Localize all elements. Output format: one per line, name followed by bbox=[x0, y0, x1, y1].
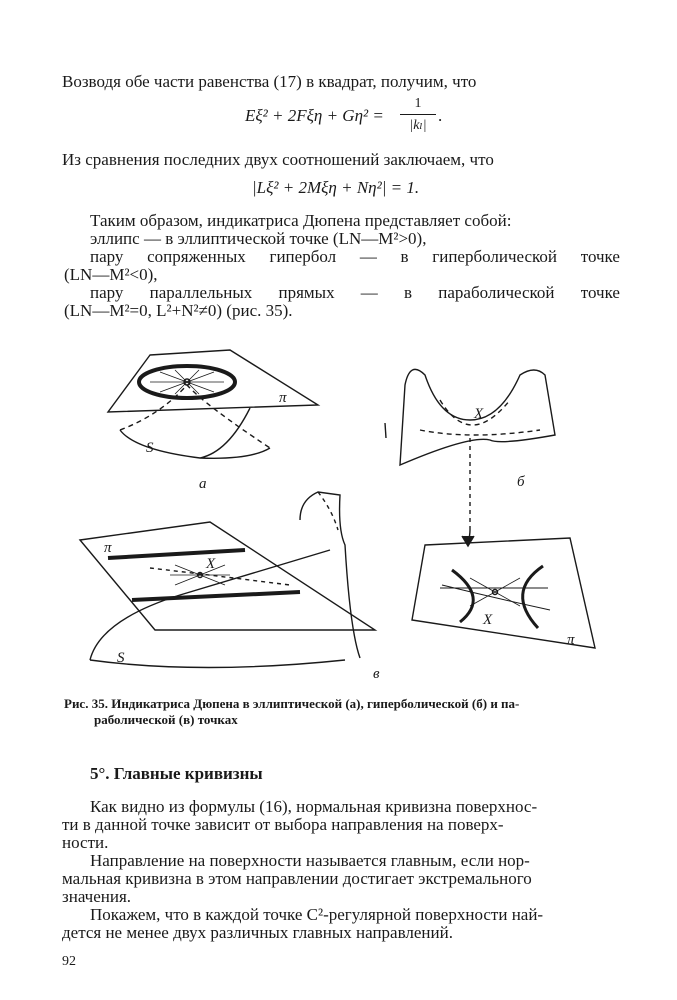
list-item-hyperbola-condition: (LN—M²<0), bbox=[64, 265, 158, 284]
surface-edge-a bbox=[120, 430, 270, 458]
section-heading: 5°. Главные кривизны bbox=[90, 764, 263, 783]
list-item-ellipse: эллипс — в эллиптической точке (LN—M²>0), bbox=[90, 229, 427, 248]
equation-1-period: . bbox=[438, 106, 443, 125]
equation-1-numerator: 1 bbox=[414, 96, 422, 111]
label-pi-b2: π bbox=[567, 632, 575, 648]
equation-2: |Lξ² + 2Mξη + Nη²| = 1. bbox=[252, 178, 420, 197]
word: гиперболической bbox=[432, 247, 558, 266]
paragraph-s1-line3: ности. bbox=[62, 833, 109, 852]
paragraph-s2-line1: Направление на поверхности называется главным, если нор- bbox=[90, 851, 530, 870]
label-s-c: S bbox=[117, 650, 125, 666]
label-pi-c: π bbox=[104, 540, 112, 556]
label-pi-a: π bbox=[279, 390, 287, 406]
list-item-lines-line bbox=[90, 283, 620, 303]
figure-caption-line1: Рис. 35. Индикатриса Дюпена в эллиптической (а), гиперболической (б) и па- bbox=[64, 696, 520, 711]
list-item-lines-condition: (LN—M²=0, L²+N²≠0) (рис. 35). bbox=[64, 301, 293, 320]
label-x-b: X bbox=[474, 406, 484, 422]
word: — bbox=[360, 283, 378, 302]
word: параболической bbox=[438, 283, 555, 302]
hyperbola-left bbox=[452, 570, 473, 622]
hyperbola-right bbox=[523, 566, 543, 628]
paragraph-s2-line2: мальная кривизна в этом направлении достигает экстремального bbox=[62, 869, 532, 888]
word: гипербол bbox=[269, 247, 337, 266]
paragraph-s3-line2: дется не менее двух различных главных направлений. bbox=[62, 923, 453, 942]
paragraph-s1-line1: Как видно из формулы (16), нормальная кривизна поверхнос- bbox=[90, 797, 538, 816]
word: пару bbox=[90, 283, 124, 302]
label-s-a: S bbox=[146, 440, 154, 456]
paragraph-s3-line1: Покажем, что в каждой точке C²-регулярной поверхности най- bbox=[90, 905, 544, 924]
paragraph-comparison: Из сравнения последних двух соотношений заключаем, что bbox=[62, 150, 494, 169]
word: прямых bbox=[278, 283, 335, 302]
word: в bbox=[400, 247, 409, 266]
figure-c-parabolic bbox=[80, 492, 375, 668]
figure-35 bbox=[0, 330, 677, 690]
label-x-c: X bbox=[206, 556, 216, 572]
paragraph-s2-line3: значения. bbox=[62, 887, 132, 906]
word: параллельных bbox=[149, 283, 253, 302]
label-c: в bbox=[373, 666, 380, 682]
equation-1-denominator: |kₗ| bbox=[409, 118, 427, 133]
equation-1-lhs: Eξ² + 2Fξη + Gη² = bbox=[245, 106, 384, 125]
word: в bbox=[404, 283, 413, 302]
label-b: б bbox=[517, 474, 525, 490]
word: пару bbox=[90, 247, 124, 266]
fraction-bar bbox=[400, 114, 436, 115]
list-item-hyperbola-line bbox=[90, 247, 620, 267]
figure-caption-line2: раболической (в) точках bbox=[94, 712, 238, 727]
parallel-line-2 bbox=[132, 592, 300, 600]
paragraph-s1-line2: ти в данной точке зависит от выбора направления на поверх- bbox=[62, 815, 504, 834]
page-number: 92 bbox=[62, 954, 76, 969]
paragraph-intro: Возводя обе части равенства (17) в квадрат, получим, что bbox=[62, 72, 477, 91]
label-a: а bbox=[199, 476, 207, 492]
figure-b-saddle bbox=[385, 369, 555, 546]
word: точке bbox=[580, 247, 620, 266]
word: — bbox=[359, 247, 377, 266]
label-x-b2: X bbox=[483, 612, 493, 628]
paragraph-indicatrix: Таким образом, индикатриса Дюпена представляет собой: bbox=[90, 211, 512, 230]
parallel-line-1 bbox=[108, 550, 245, 558]
word: сопряженных bbox=[147, 247, 246, 266]
word: точке bbox=[580, 283, 620, 302]
